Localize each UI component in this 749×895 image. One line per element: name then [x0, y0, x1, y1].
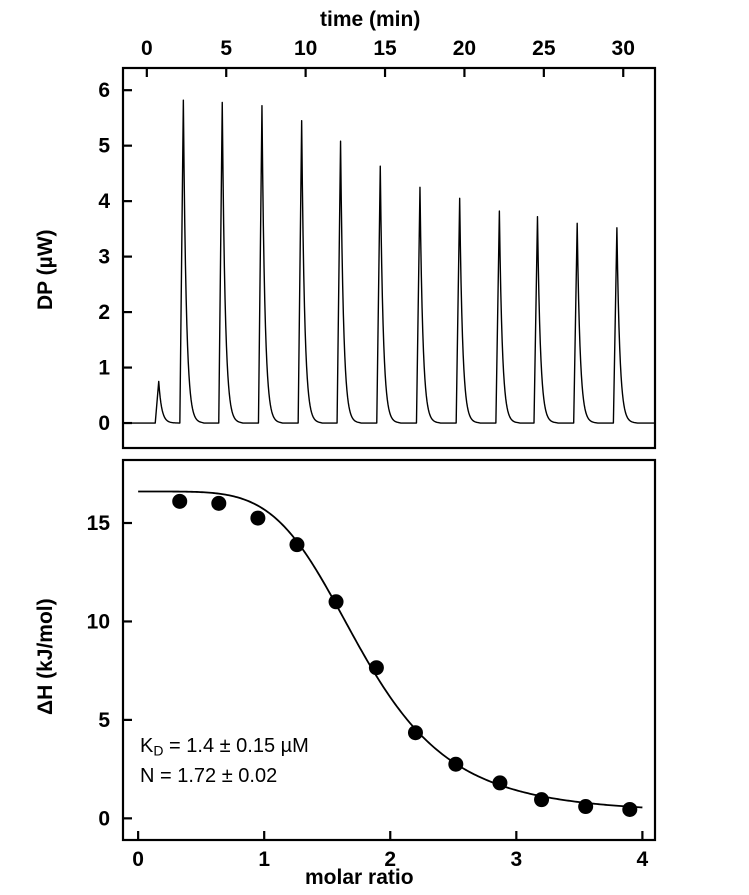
isotherm-xtick-label: 0 — [132, 848, 144, 870]
isotherm-data-point — [289, 537, 304, 552]
isotherm-data-point — [250, 511, 265, 526]
thermogram-ytick-label: 2 — [98, 301, 110, 325]
isotherm-panel — [0, 450, 749, 870]
kd-subscript: D — [153, 742, 164, 759]
bottom-x-axis-title: molar ratio — [305, 866, 414, 889]
thermogram-ytick-label: 1 — [98, 356, 110, 380]
top-y-axis-title: DP (µW) — [34, 229, 57, 310]
isotherm-ytick-label: 15 — [86, 512, 110, 536]
isotherm-data-point — [172, 494, 187, 509]
isotherm-data-point — [369, 660, 384, 675]
thermogram-xtick-label: 5 — [220, 37, 233, 60]
thermogram-ytick-label: 6 — [98, 79, 110, 103]
isotherm-xtick-label: 2 — [384, 848, 397, 870]
isotherm-ytick-label: 10 — [86, 610, 110, 634]
isotherm-svg — [0, 450, 749, 870]
thermogram-ytick-label: 0 — [98, 412, 110, 436]
isotherm-data-point — [534, 792, 549, 807]
isotherm-data-point — [329, 594, 344, 609]
n-symbol: N — [140, 765, 155, 787]
n-annotation — [140, 765, 277, 788]
thermogram-xtick-label: 25 — [532, 37, 556, 60]
thermogram-ytick-label: 5 — [98, 134, 110, 158]
kd-annotation — [140, 735, 309, 759]
isotherm-data-point — [578, 799, 593, 814]
thermogram-ytick-label: 4 — [98, 190, 110, 214]
isotherm-fit-curve — [138, 492, 642, 808]
isotherm-data-point — [492, 775, 507, 790]
bottom-y-axis-title: ΔH (kJ/mol) — [34, 598, 57, 715]
isotherm-xtick-label: 4 — [636, 848, 649, 870]
isotherm-data-point — [408, 725, 423, 740]
top-axis-title: time (min) — [320, 8, 421, 31]
isotherm-ytick-label: 5 — [98, 708, 110, 732]
thermogram-xtick-label: 10 — [293, 37, 318, 60]
isotherm-ytick-label: 0 — [98, 807, 110, 831]
thermogram-xtick-label: 0 — [140, 37, 153, 60]
kd-value: = 1.4 ± 0.15 µM — [163, 735, 309, 757]
isotherm-data-point — [448, 757, 463, 772]
isotherm-xtick-label: 3 — [510, 848, 523, 870]
isotherm-xtick-label: 1 — [258, 848, 271, 870]
thermogram-xtick-label: 20 — [452, 37, 477, 60]
thermogram-xtick-label: 30 — [611, 37, 635, 60]
isotherm-data-point — [211, 496, 226, 511]
isotherm-data-point — [622, 802, 637, 817]
n-value: = 1.72 ± 0.02 — [154, 765, 278, 787]
thermogram-trace — [123, 100, 655, 423]
thermogram-xtick-label: 15 — [373, 37, 397, 60]
kd-symbol: K — [140, 735, 154, 757]
thermogram-ytick-label: 3 — [98, 245, 110, 269]
